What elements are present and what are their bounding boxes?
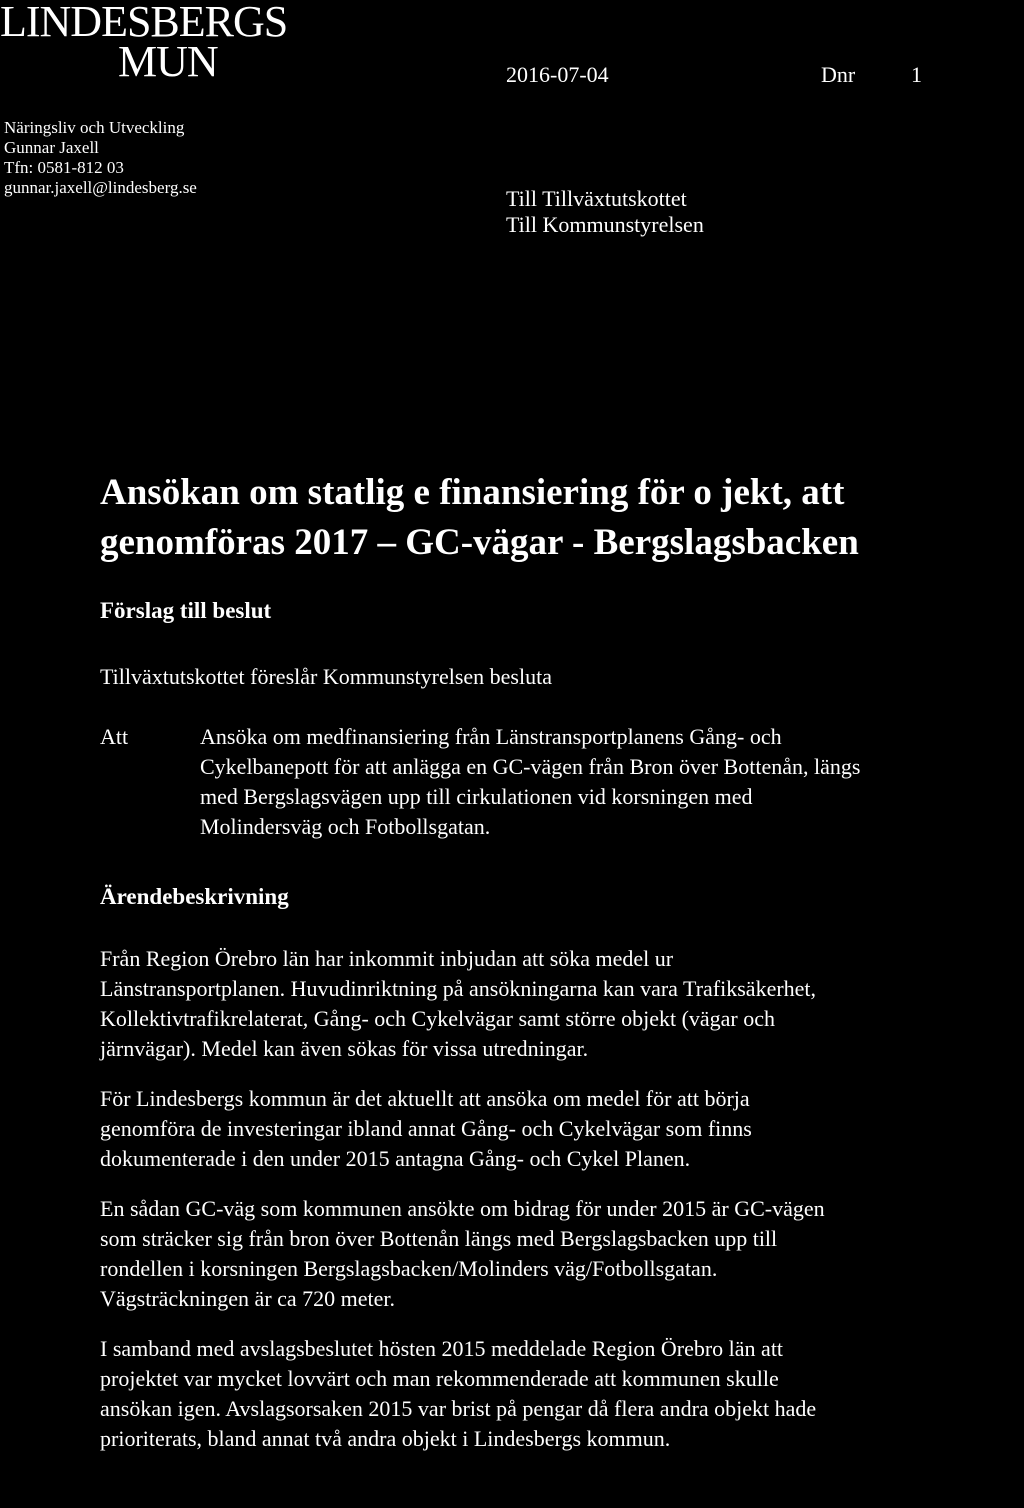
text-line: järnvägar). Medel kan även sökas för vissa utredningar. (100, 1036, 589, 1061)
text-line: rondellen i korsningen Bergslagsbacken/Molinders väg/Fotbollsgatan. (100, 1256, 718, 1281)
text-line: En sådan GC-väg som kommunen ansökte om bidrag för under 2015 är GC-vägen (100, 1196, 825, 1221)
att-label: Att (100, 724, 129, 749)
page-number: 1 (911, 62, 922, 87)
att-line: Molindersväg och Fotbollsgatan. (200, 814, 491, 839)
sender-phone: Tfn: 0581-812 03 (4, 158, 124, 177)
paragraph-3 (100, 1194, 980, 1314)
text-line: I samband med avslagsbeslutet hösten 2015 meddelade Region Örebro län att (100, 1336, 784, 1361)
sender-email: gunnar.jaxell@lindesberg.se (4, 178, 197, 197)
title-line-2: genomföras 2017 – GC-vägar - Bergslagsbacken (100, 522, 859, 563)
document-title (100, 468, 1000, 568)
description-heading: Ärendebeskrivning (100, 884, 289, 909)
recipients (506, 186, 704, 238)
recipient-2: Till Kommunstyrelsen (506, 212, 704, 237)
text-line: prioriterats, bland annat två andra objekt i Lindesbergs kommun. (100, 1426, 671, 1451)
document-date: 2016-07-04 (506, 62, 609, 87)
text-line: som sträcker sig från bron över Bottenån längs med Bergslagsbacken upp till (100, 1226, 778, 1251)
proposal-heading: Förslag till beslut (100, 598, 272, 623)
title-line-1: Ansökan om statlig e finansiering för o jekt, att (100, 472, 845, 513)
att-text (200, 722, 1020, 842)
logo-line-1: LINDESBERGS (0, 0, 288, 46)
text-line: dokumenterade i den under 2015 antagna Gång- och Cykel Planen. (100, 1146, 691, 1171)
text-line: projektet var mycket lovvärt och man rekommenderade att kommunen skulle (100, 1366, 779, 1391)
paragraph-1 (100, 944, 980, 1064)
text-line: ansökan igen. Avslagsorsaken 2015 var brist på pengar då flera andra objekt hade (100, 1396, 817, 1421)
paragraph-4 (100, 1334, 980, 1454)
text-line: genomföra de investeringar ibland annat Gång- och Cykelvägar som finns (100, 1116, 752, 1141)
att-line: Ansöka om medfinansiering från Länstransportplanens Gång- och (200, 724, 782, 749)
text-line: Länstransportplanen. Huvudinriktning på ansökningarna kan vara Trafiksäkerhet, (100, 976, 817, 1001)
text-line: Vägsträckningen är ca 720 meter. (100, 1286, 396, 1311)
recipient-1: Till Tillväxtutskottet (506, 186, 687, 211)
sender-block (4, 118, 197, 198)
logo-line-2: MUN (118, 37, 218, 86)
proposal-intro: Tillväxtutskottet föreslår Kommunstyrelsen besluta (100, 664, 552, 689)
paragraph-2 (100, 1084, 980, 1174)
att-line: med Bergslagsvägen upp till cirkulationen vid korsningen med (200, 784, 753, 809)
description-body (100, 944, 980, 1474)
text-line: Från Region Örebro län har inkommit inbjudan att söka medel ur (100, 946, 674, 971)
sender-department: Näringsliv och Utveckling (4, 118, 185, 137)
sender-name: Gunnar Jaxell (4, 138, 99, 157)
dnr-label: Dnr (821, 62, 856, 87)
text-line: För Lindesbergs kommun är det aktuellt att ansöka om medel för att börja (100, 1086, 750, 1111)
att-line: Cykelbanepott för att anlägga en GC-vägen från Bron över Bottenån, längs (200, 754, 861, 779)
text-line: Kollektivtrafikrelaterat, Gång- och Cykelvägar samt större objekt (vägar och (100, 1006, 776, 1031)
